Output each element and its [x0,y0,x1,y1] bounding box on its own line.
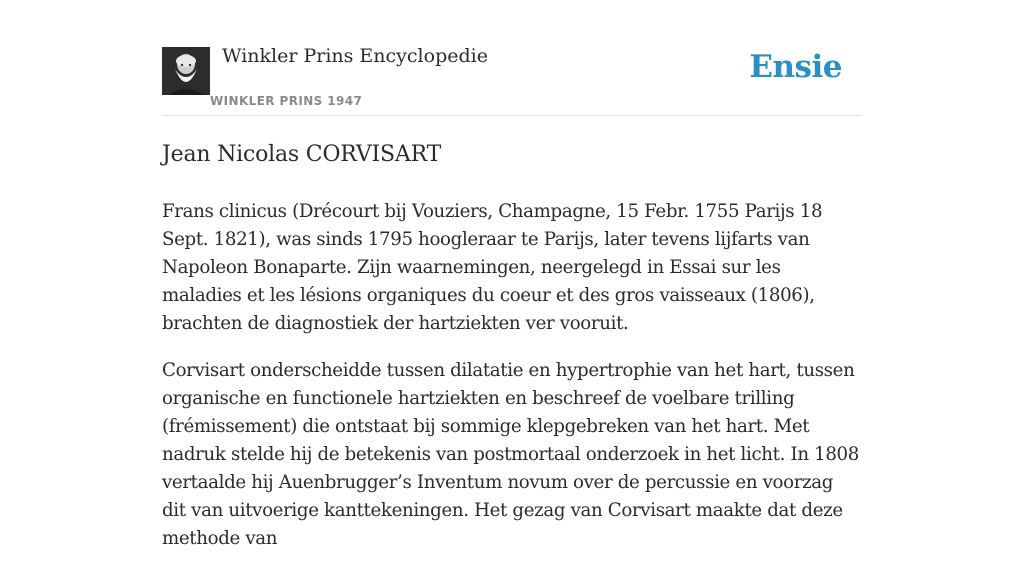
edition-label: WINKLER PRINS 1947 [210,94,363,108]
brand-logo[interactable]: Ensie [749,49,842,85]
article [162,138,862,572]
bearded-man-portrait-icon [162,47,210,95]
article-paragraph: Frans clinicus (Drécourt bij Vouziers, Champagne, 15 Febr. 1755 Parijs 18 Sept. 1821), was sinds 1795 hoogleraar te Parijs, later tevens lijfarts van Napoleon Bonaparte. Zijn waarnemingen, neergelegd in Essai sur les maladies et les lésions organiques du coeur et des gros vaisseaux (1806), brachten de diagnostiek der hartziekten ver vooruit. [162,201,823,334]
article-paragraph: Corvisart onderscheidde tussen dilatatie en hypertrophie van het hart, tussen organische en functionele hartziekten en beschreef de voelbare trilling (frémissement) die ontstaat bij sommige klepgebreken van het hart. Met nadruk stelde hij de betekenis van postmortaal onderzoek in het licht. In 1808 vertaalde hij Auenbrugger’s Inventum novum over de percussie en voorzag dit van uitvoerige kanttekeningen. Het gezag van Corvisart maakte dat deze methode van [162,360,860,549]
avatar[interactable] [162,47,210,95]
header-divider [162,115,862,116]
site-header [162,44,862,116]
article-title: Jean Nicolas CORVISART [162,142,442,167]
site-name-link[interactable]: Winkler Prins Encyclopedie [222,45,488,67]
